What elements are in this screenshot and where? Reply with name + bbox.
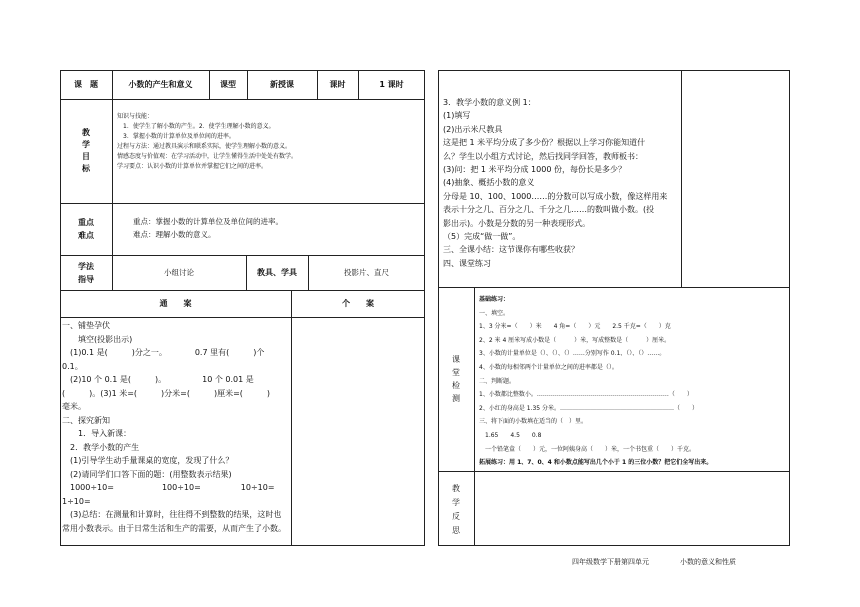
footer-unit: 四年级数学下册第四单元 — [572, 558, 649, 566]
row-divider — [438, 471, 790, 472]
meaning-teaching-text — [443, 96, 667, 270]
plan-line: (3)总结：在测量和计算时，往往得不到整数的结果，这时也 — [62, 510, 282, 519]
objectives-label-char: 学 — [82, 140, 90, 149]
test-line: 一个铅笔盒（ ）元，一位阿姨身高（ ）米，一个书包重（ ）千克。 — [479, 445, 696, 453]
col-divider — [474, 287, 475, 546]
meaning-line: (3)问：把 1 米平均分成 1000 份，每份长是多少？ — [443, 165, 626, 175]
meaning-line: (1)填写 — [443, 111, 471, 121]
method-label-line: 学法 — [78, 262, 94, 271]
common-plan-text — [62, 319, 286, 535]
hours-value: 1 课时 — [379, 80, 404, 89]
hours-label: 课时 — [329, 80, 346, 89]
objectives-line: 学习要点：认识小数的计算单位并掌握它们之间的进率。 — [117, 163, 268, 170]
test-label-char: 检 — [452, 381, 460, 390]
test-line: 基础练习： — [479, 296, 510, 303]
row-divider — [438, 287, 790, 288]
key-points-text — [133, 215, 283, 241]
plan-line: 2．教学小数的产生 — [62, 442, 140, 452]
plan-line: (1)引导学生动手量课桌的宽度，发现了什么？ — [62, 456, 234, 465]
plan-line: 1．导入新课： — [62, 429, 132, 438]
type-value: 新授课 — [270, 80, 294, 89]
plan-line: 1000÷10= 100÷10= 10÷10= — [62, 483, 275, 492]
test-line: 三、将下面的小数填在适当的（ ）里。 — [479, 418, 588, 426]
meaning-line: (4)抽象、概括小数的意义 — [443, 178, 535, 188]
meaning-line: 么？学生以小组方式讨论，然后找同学回答，教师板书： — [443, 151, 643, 161]
meaning-line: （5）完成“做一做”。 — [443, 232, 521, 242]
topic-value: 小数的产生和意义 — [128, 80, 193, 89]
plan-line: 填空(投影出示) — [62, 334, 133, 344]
row-divider — [60, 317, 425, 318]
objectives-line: 过程与方法：通过教具演示和联系实际，使学生理解小数的意义。 — [117, 143, 292, 150]
objectives-label — [60, 127, 112, 175]
test-line: 1、3 分米=（ ）米 4 角=（ ）元 2.5 千克=（ ）克 — [479, 323, 671, 331]
row-divider — [60, 203, 425, 204]
test-line: 2、2 米 4 厘米写成小数是（ ）米，写成整数是（ ）厘米。 — [479, 336, 671, 344]
topic-label: 课 题 — [74, 80, 98, 89]
plan-line: ( )。(3)1 米=( )分米=( )厘米=( ) — [62, 388, 271, 398]
reflection-label-char: 教 — [452, 484, 460, 493]
test-line: 1.65 4.5 0.8 — [479, 431, 542, 439]
test-line: 4、小数的每相邻两个计量单位之间的进率都是（）。 — [479, 363, 618, 371]
meaning-line: 四、课堂练习 — [443, 258, 491, 268]
reflection-label-char: 思 — [452, 526, 460, 535]
plan-line: (2)请同学们口答下面的题：(用整数表示结果) — [62, 469, 232, 479]
key-point-line: 重点：掌握小数的计算单位及单位间的进率。 — [133, 217, 283, 226]
objectives-line: 1．使学生了解小数的产生。2．使学生理解小数的意义。 — [117, 123, 275, 130]
key-point-line: 难点：理解小数的意义。 — [133, 230, 216, 239]
meaning-line: 这是把 1 米平均分成了多少份？根据以上学习你能知道什 — [443, 138, 646, 148]
test-line: 2、小红的身高是 1.35 分米。…………………………………………………（ ） — [479, 404, 698, 412]
test-label-char: 堂 — [452, 368, 460, 377]
meaning-line: 三、全课小结：这节课你有哪些收获？ — [443, 245, 579, 255]
test-line: 3、小数的计量单位是（）、（）、（）……分别写作 0.1、（）、（）……。 — [479, 350, 666, 358]
objectives-text — [117, 112, 297, 172]
objectives-line: 情感态度与价值观：在学习活动中，让学生懂得生活中处处有数学。 — [117, 153, 298, 160]
tools-value: 投影片、直尺 — [344, 268, 389, 277]
method-value: 小组讨论 — [164, 268, 194, 277]
reflection-label — [438, 482, 474, 538]
key-points-label — [60, 216, 112, 242]
col-divider — [291, 290, 292, 546]
meaning-line: 影出示)。小数是分数的另一种表现形式。 — [443, 218, 591, 228]
test-line: 一、填空。 — [479, 309, 510, 317]
type-label: 课型 — [220, 80, 236, 89]
plan-line: 二、探究新知 — [62, 415, 110, 425]
key-points-label-line: 重点 — [78, 218, 94, 227]
footer-topic: 小数的意义和性质 — [680, 558, 736, 566]
classroom-test-text — [479, 293, 712, 470]
meaning-line: (2)出示米尺教具 — [443, 124, 503, 134]
method-label — [60, 260, 112, 286]
reflection-label-char: 学 — [452, 498, 460, 507]
plan-line: 一、铺垫孕伏 — [62, 321, 110, 330]
meaning-line: 3．教学小数的意义例 1： — [443, 98, 536, 107]
test-line: 二、判断题。 — [479, 377, 516, 385]
col-divider — [681, 70, 682, 287]
classroom-test-label — [438, 353, 474, 405]
plan-line: (1)0.1 是( )分之一。 0.7 里有( )个 — [62, 348, 265, 357]
plan-line: 0.1。 — [62, 361, 83, 371]
tools-label: 教具、学具 — [257, 268, 297, 277]
objectives-line: 3．掌握小数的计算单位及单位间的进率。 — [117, 133, 235, 140]
objectives-label-char: 目 — [82, 152, 90, 161]
meaning-line: 表示十分之几、百分之几、千分之几……的数叫做小数。(投 — [443, 205, 655, 215]
meaning-line: 分母是 10、100、1000……的分数可以写成小数，像这样用来 — [443, 191, 668, 201]
test-line: 1、小数都比整数小。…………………………………………………………（ ） — [479, 391, 693, 399]
plan-line: 毫米。 — [62, 402, 86, 411]
objectives-label-char: 标 — [82, 164, 90, 173]
key-points-label-line: 难点 — [78, 231, 94, 240]
test-line: 拓展练习：用 1、7、0、4 和小数点能写出几个小于 1 的三位小数？把它们全写出来。 — [479, 459, 713, 467]
plan-line: 常用小数表示。由于日常生活和生产的需要，从而产生了小数。 — [62, 523, 286, 533]
plan-line: (2)10 个 0.1 是( )。 10 个 0.01 是 — [62, 375, 254, 384]
individual-plan-header: 个 案 — [342, 299, 374, 308]
objectives-line: 知识与技能： — [117, 113, 154, 120]
objectives-label-char: 教 — [82, 128, 90, 137]
method-label-line: 指导 — [78, 275, 94, 284]
test-label-char: 课 — [452, 355, 460, 364]
reflection-label-char: 反 — [452, 512, 460, 521]
row-divider — [60, 99, 425, 100]
plan-line: 1÷10= — [62, 496, 91, 506]
common-plan-header: 通 案 — [159, 299, 192, 308]
test-label-char: 测 — [452, 394, 460, 403]
